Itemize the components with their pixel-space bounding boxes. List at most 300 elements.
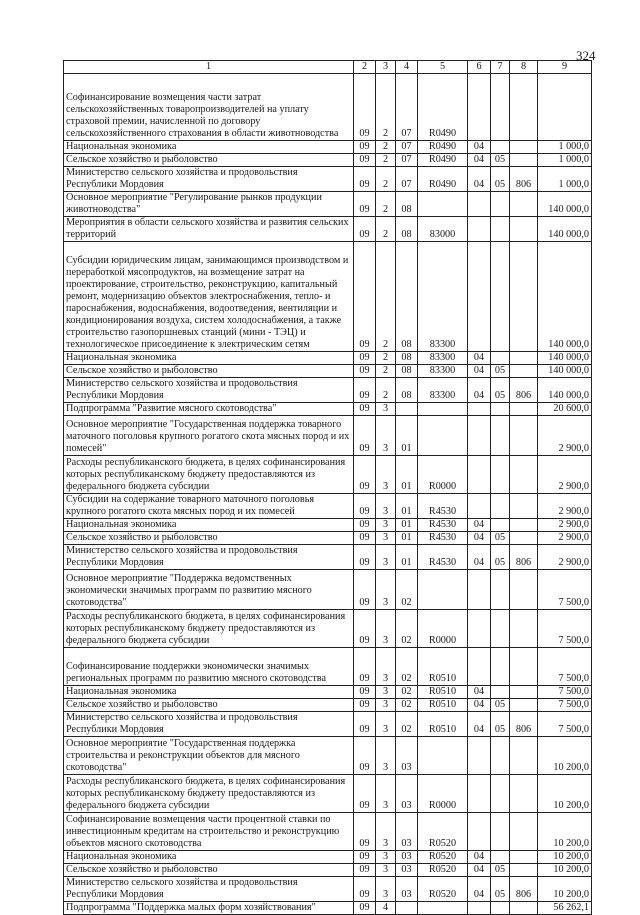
row-code-8-cell bbox=[510, 365, 538, 378]
row-amount-cell: 56 262,1 bbox=[538, 902, 592, 915]
row-code-3-cell: 3 bbox=[376, 545, 396, 570]
row-code-7-cell: 05 bbox=[491, 699, 510, 712]
row-code-4-cell: 08 bbox=[396, 217, 418, 242]
row-code-6-cell: 04 bbox=[468, 378, 491, 403]
header-cell-5: 5 bbox=[418, 61, 468, 74]
table-row bbox=[64, 167, 592, 192]
row-code-3-cell: 2 bbox=[376, 74, 396, 141]
row-code-4-cell: 07 bbox=[396, 167, 418, 192]
row-code-4-cell: 07 bbox=[396, 74, 418, 141]
table-row bbox=[64, 737, 592, 775]
table-row bbox=[64, 217, 592, 242]
row-code-5-cell: R0490 bbox=[418, 141, 468, 154]
row-amount-cell: 1 000,0 bbox=[538, 154, 592, 167]
row-code-6-cell bbox=[468, 737, 491, 775]
row-code-4-cell: 02 bbox=[396, 712, 418, 737]
row-code-3-cell: 3 bbox=[376, 775, 396, 813]
row-code-3-cell: 3 bbox=[376, 737, 396, 775]
row-code-2-cell: 09 bbox=[354, 416, 376, 456]
row-name-cell: Сельское хозяйство и рыболовство bbox=[64, 864, 354, 877]
row-amount-cell: 7 500,0 bbox=[538, 712, 592, 737]
row-code-7-cell bbox=[491, 217, 510, 242]
row-name-cell: Сельское хозяйство и рыболовство bbox=[64, 532, 354, 545]
row-amount-cell: 140 000,0 bbox=[538, 352, 592, 365]
row-code-8-cell bbox=[510, 154, 538, 167]
row-name-cell: Подпрограмма "Развитие мясного скотоводства" bbox=[64, 403, 354, 416]
row-code-5-cell: R0520 bbox=[418, 864, 468, 877]
row-code-6-cell bbox=[468, 570, 491, 610]
row-code-3-cell: 2 bbox=[376, 167, 396, 192]
row-code-5-cell: R0000 bbox=[418, 775, 468, 813]
row-code-5-cell: 83300 bbox=[418, 242, 468, 352]
row-code-8-cell bbox=[510, 864, 538, 877]
row-code-2-cell: 09 bbox=[354, 570, 376, 610]
row-name-cell: Основное мероприятие "Регулирование рынков продукции животноводства" bbox=[64, 192, 354, 217]
row-code-8-cell bbox=[510, 74, 538, 141]
row-code-3-cell: 3 bbox=[376, 877, 396, 902]
row-name-cell: Софинансирование возмещения части затрат сельскохозяйственных товаропроизводителей на уплату страховой премии, начисленной по договору сельскохозяйственного страхования в области животноводства bbox=[64, 74, 354, 141]
row-code-2-cell: 09 bbox=[354, 352, 376, 365]
row-code-5-cell: R4530 bbox=[418, 519, 468, 532]
row-amount-cell: 7 500,0 bbox=[538, 570, 592, 610]
row-amount-cell: 2 900,0 bbox=[538, 545, 592, 570]
row-name-cell: Министерство сельского хозяйства и продовольствия Республики Мордовия bbox=[64, 167, 354, 192]
row-code-2-cell: 09 bbox=[354, 519, 376, 532]
row-code-4-cell: 03 bbox=[396, 775, 418, 813]
row-code-6-cell bbox=[468, 242, 491, 352]
row-name-cell: Сельское хозяйство и рыболовство bbox=[64, 699, 354, 712]
table-row bbox=[64, 365, 592, 378]
row-code-4-cell: 08 bbox=[396, 192, 418, 217]
row-amount-cell: 20 600,0 bbox=[538, 403, 592, 416]
row-code-5-cell: R0510 bbox=[418, 712, 468, 737]
row-code-5-cell bbox=[418, 570, 468, 610]
row-code-5-cell: R0000 bbox=[418, 610, 468, 648]
row-amount-cell: 1 000,0 bbox=[538, 167, 592, 192]
row-code-3-cell: 3 bbox=[376, 864, 396, 877]
row-code-4-cell: 08 bbox=[396, 242, 418, 352]
row-name-cell: Сельское хозяйство и рыболовство bbox=[64, 154, 354, 167]
row-code-7-cell bbox=[491, 775, 510, 813]
row-name-cell: Министерство сельского хозяйства и продовольствия Республики Мордовия bbox=[64, 877, 354, 902]
row-code-2-cell: 09 bbox=[354, 141, 376, 154]
row-code-2-cell: 09 bbox=[354, 648, 376, 686]
row-code-8-cell bbox=[510, 775, 538, 813]
table-row bbox=[64, 545, 592, 570]
row-code-2-cell: 09 bbox=[354, 610, 376, 648]
row-code-2-cell: 09 bbox=[354, 154, 376, 167]
row-code-8-cell bbox=[510, 456, 538, 494]
table-row bbox=[64, 519, 592, 532]
row-amount-cell: 10 200,0 bbox=[538, 851, 592, 864]
row-code-7-cell: 05 bbox=[491, 545, 510, 570]
row-code-4-cell: 01 bbox=[396, 494, 418, 519]
table-row bbox=[64, 610, 592, 648]
row-code-6-cell: 04 bbox=[468, 167, 491, 192]
row-code-3-cell: 2 bbox=[376, 217, 396, 242]
row-amount-cell: 140 000,0 bbox=[538, 365, 592, 378]
row-code-4-cell: 01 bbox=[396, 545, 418, 570]
row-amount-cell: 140 000,0 bbox=[538, 217, 592, 242]
row-code-4-cell: 03 bbox=[396, 737, 418, 775]
row-code-7-cell: 05 bbox=[491, 365, 510, 378]
row-code-6-cell: 04 bbox=[468, 877, 491, 902]
row-code-6-cell bbox=[468, 74, 491, 141]
row-code-2-cell: 09 bbox=[354, 365, 376, 378]
row-code-4-cell: 03 bbox=[396, 851, 418, 864]
table-body bbox=[64, 74, 592, 915]
row-code-4-cell: 02 bbox=[396, 686, 418, 699]
row-code-4-cell: 01 bbox=[396, 532, 418, 545]
row-code-7-cell: 05 bbox=[491, 154, 510, 167]
row-code-2-cell: 09 bbox=[354, 712, 376, 737]
table-row bbox=[64, 532, 592, 545]
row-code-4-cell: 01 bbox=[396, 519, 418, 532]
row-code-5-cell: R0520 bbox=[418, 877, 468, 902]
row-code-8-cell bbox=[510, 141, 538, 154]
header-cell-4: 4 bbox=[396, 61, 418, 74]
row-code-2-cell: 09 bbox=[354, 877, 376, 902]
row-code-4-cell: 03 bbox=[396, 877, 418, 902]
row-code-3-cell: 3 bbox=[376, 519, 396, 532]
row-code-5-cell: R0490 bbox=[418, 74, 468, 141]
table-row bbox=[64, 851, 592, 864]
row-name-cell: Подпрограмма "Поддержка малых форм хозяйствования" bbox=[64, 902, 354, 915]
row-code-8-cell: 806 bbox=[510, 378, 538, 403]
table-row bbox=[64, 813, 592, 851]
row-code-7-cell bbox=[491, 648, 510, 686]
row-code-8-cell bbox=[510, 192, 538, 217]
row-code-3-cell: 3 bbox=[376, 494, 396, 519]
row-code-6-cell bbox=[468, 775, 491, 813]
row-code-8-cell: 806 bbox=[510, 545, 538, 570]
row-code-7-cell bbox=[491, 74, 510, 141]
row-code-8-cell bbox=[510, 532, 538, 545]
row-code-6-cell: 04 bbox=[468, 352, 491, 365]
row-code-6-cell: 04 bbox=[468, 686, 491, 699]
row-code-7-cell bbox=[491, 902, 510, 915]
row-code-6-cell: 04 bbox=[468, 699, 491, 712]
row-code-5-cell: 83300 bbox=[418, 378, 468, 403]
table-row bbox=[64, 699, 592, 712]
table-header bbox=[64, 61, 592, 74]
row-name-cell: Субсидии юридическим лицам, занимающимся производством и переработкой мясопродуктов, на возмещение затрат на проектирование, строительство, реконструкцию, капитальный ремонт, модернизацию объектов электроснабжения, тепло- и пароснабжения, водоснабжения, водоотведения, вентиляции и кондиционирования воздуха, систем холодоснабжения, а также строительство газопоршневых станций (мини - ТЭЦ) и технологическое присоединение к электрическим сетям bbox=[64, 242, 354, 352]
row-code-2-cell: 09 bbox=[354, 775, 376, 813]
row-amount-cell: 7 500,0 bbox=[538, 686, 592, 699]
table-row bbox=[64, 775, 592, 813]
row-code-3-cell: 2 bbox=[376, 154, 396, 167]
row-name-cell: Расходы республиканского бюджета, в целях софинансирования которых республиканскому бюджету предоставляются из федерального бюджета субсидии bbox=[64, 775, 354, 813]
row-code-5-cell bbox=[418, 902, 468, 915]
row-amount-cell: 10 200,0 bbox=[538, 813, 592, 851]
row-name-cell: Министерство сельского хозяйства и продовольствия Республики Мордовия bbox=[64, 545, 354, 570]
row-amount-cell: 140 000,0 bbox=[538, 378, 592, 403]
row-code-3-cell: 3 bbox=[376, 851, 396, 864]
row-code-4-cell: 02 bbox=[396, 570, 418, 610]
table-row bbox=[64, 712, 592, 737]
row-name-cell: Национальная экономика bbox=[64, 686, 354, 699]
row-code-5-cell: R4530 bbox=[418, 545, 468, 570]
table-row bbox=[64, 378, 592, 403]
row-code-6-cell: 04 bbox=[468, 851, 491, 864]
row-code-4-cell: 03 bbox=[396, 864, 418, 877]
row-code-4-cell: 02 bbox=[396, 699, 418, 712]
row-code-7-cell bbox=[491, 242, 510, 352]
row-code-3-cell: 2 bbox=[376, 365, 396, 378]
row-code-2-cell: 09 bbox=[354, 851, 376, 864]
row-code-3-cell: 3 bbox=[376, 686, 396, 699]
table-row bbox=[64, 902, 592, 915]
row-amount-cell: 10 200,0 bbox=[538, 864, 592, 877]
row-code-6-cell bbox=[468, 456, 491, 494]
row-code-5-cell: R0520 bbox=[418, 813, 468, 851]
row-amount-cell: 7 500,0 bbox=[538, 699, 592, 712]
row-code-4-cell bbox=[396, 403, 418, 416]
row-code-3-cell: 4 bbox=[376, 902, 396, 915]
row-code-7-cell bbox=[491, 813, 510, 851]
row-code-5-cell: R0510 bbox=[418, 648, 468, 686]
row-code-5-cell bbox=[418, 416, 468, 456]
row-code-8-cell bbox=[510, 902, 538, 915]
row-amount-cell: 2 900,0 bbox=[538, 494, 592, 519]
row-amount-cell: 2 900,0 bbox=[538, 532, 592, 545]
row-code-6-cell bbox=[468, 902, 491, 915]
row-amount-cell: 1 000,0 bbox=[538, 141, 592, 154]
row-code-2-cell: 09 bbox=[354, 864, 376, 877]
page-number: 324 bbox=[576, 48, 596, 63]
row-name-cell: Основное мероприятие "Государственная поддержка строительства и реконструкции объектов для мясного скотоводства" bbox=[64, 737, 354, 775]
row-code-8-cell bbox=[510, 648, 538, 686]
row-code-7-cell bbox=[491, 403, 510, 416]
table-row bbox=[64, 877, 592, 902]
row-code-3-cell: 2 bbox=[376, 352, 396, 365]
row-code-3-cell: 3 bbox=[376, 532, 396, 545]
row-code-3-cell: 2 bbox=[376, 141, 396, 154]
row-code-7-cell bbox=[491, 686, 510, 699]
row-amount-cell: 7 500,0 bbox=[538, 610, 592, 648]
row-amount-cell: 10 200,0 bbox=[538, 877, 592, 902]
row-code-8-cell bbox=[510, 352, 538, 365]
row-code-8-cell: 806 bbox=[510, 167, 538, 192]
row-code-6-cell: 04 bbox=[468, 545, 491, 570]
row-code-3-cell: 2 bbox=[376, 192, 396, 217]
row-code-2-cell: 09 bbox=[354, 813, 376, 851]
row-code-2-cell: 09 bbox=[354, 74, 376, 141]
row-code-7-cell bbox=[491, 570, 510, 610]
table-row bbox=[64, 416, 592, 456]
row-code-2-cell: 09 bbox=[354, 494, 376, 519]
row-code-5-cell: 83300 bbox=[418, 365, 468, 378]
row-name-cell: Расходы республиканского бюджета, в целях софинансирования которых республиканскому бюджету предоставляются из федерального бюджета субсидии bbox=[64, 456, 354, 494]
row-code-8-cell bbox=[510, 699, 538, 712]
table-row bbox=[64, 141, 592, 154]
row-code-8-cell: 806 bbox=[510, 712, 538, 737]
row-code-7-cell bbox=[491, 610, 510, 648]
table-row bbox=[64, 864, 592, 877]
table-row bbox=[64, 403, 592, 416]
row-code-4-cell: 01 bbox=[396, 416, 418, 456]
row-code-6-cell: 04 bbox=[468, 864, 491, 877]
table-row bbox=[64, 686, 592, 699]
row-code-7-cell bbox=[491, 352, 510, 365]
row-code-8-cell bbox=[510, 519, 538, 532]
row-code-5-cell: R4530 bbox=[418, 532, 468, 545]
row-code-8-cell bbox=[510, 570, 538, 610]
row-code-4-cell: 08 bbox=[396, 378, 418, 403]
row-name-cell: Мероприятия в области сельского хозяйства и развития сельских территорий bbox=[64, 217, 354, 242]
row-name-cell: Сельское хозяйство и рыболовство bbox=[64, 365, 354, 378]
row-code-3-cell: 3 bbox=[376, 456, 396, 494]
table-row bbox=[64, 570, 592, 610]
row-code-5-cell: R4530 bbox=[418, 494, 468, 519]
row-code-7-cell: 05 bbox=[491, 378, 510, 403]
row-code-7-cell: 05 bbox=[491, 532, 510, 545]
row-code-8-cell bbox=[510, 217, 538, 242]
row-code-6-cell bbox=[468, 217, 491, 242]
row-code-3-cell: 3 bbox=[376, 416, 396, 456]
row-name-cell: Софинансирование поддержки экономически значимых региональных программ по развитию мясного скотоводства bbox=[64, 648, 354, 686]
row-name-cell: Основное мероприятие "Поддержка ведомственных экономически значимых программ по развитию мясного скотоводства" bbox=[64, 570, 354, 610]
row-code-5-cell bbox=[418, 737, 468, 775]
row-amount-cell: 2 900,0 bbox=[538, 519, 592, 532]
row-code-7-cell bbox=[491, 494, 510, 519]
row-name-cell: Министерство сельского хозяйства и продовольствия Республики Мордовия bbox=[64, 712, 354, 737]
table-row bbox=[64, 648, 592, 686]
row-code-2-cell: 09 bbox=[354, 699, 376, 712]
header-cell-1: 1 bbox=[64, 61, 354, 74]
table-row bbox=[64, 456, 592, 494]
row-name-cell: Национальная экономика bbox=[64, 851, 354, 864]
row-amount-cell: 10 200,0 bbox=[538, 775, 592, 813]
table-row bbox=[64, 154, 592, 167]
row-name-cell: Министерство сельского хозяйства и продовольствия Республики Мордовия bbox=[64, 378, 354, 403]
row-code-8-cell bbox=[510, 494, 538, 519]
row-code-3-cell: 3 bbox=[376, 813, 396, 851]
header-cell-9: 9 bbox=[538, 61, 592, 74]
budget-table bbox=[63, 60, 592, 915]
row-code-5-cell: R0490 bbox=[418, 167, 468, 192]
row-code-3-cell: 3 bbox=[376, 570, 396, 610]
row-code-3-cell: 2 bbox=[376, 378, 396, 403]
row-code-3-cell: 3 bbox=[376, 648, 396, 686]
row-code-2-cell: 09 bbox=[354, 378, 376, 403]
header-row bbox=[64, 61, 592, 74]
row-code-6-cell: 04 bbox=[468, 519, 491, 532]
row-code-4-cell: 01 bbox=[396, 456, 418, 494]
row-amount-cell bbox=[538, 74, 592, 141]
row-code-4-cell: 02 bbox=[396, 610, 418, 648]
row-code-6-cell: 04 bbox=[468, 365, 491, 378]
row-code-8-cell bbox=[510, 403, 538, 416]
row-amount-cell: 7 500,0 bbox=[538, 648, 592, 686]
row-code-5-cell: R0510 bbox=[418, 686, 468, 699]
row-code-8-cell bbox=[510, 737, 538, 775]
row-code-7-cell: 05 bbox=[491, 864, 510, 877]
row-code-8-cell bbox=[510, 416, 538, 456]
row-code-4-cell: 03 bbox=[396, 813, 418, 851]
row-code-7-cell bbox=[491, 192, 510, 217]
row-code-6-cell bbox=[468, 494, 491, 519]
row-code-6-cell: 04 bbox=[468, 154, 491, 167]
table-row bbox=[64, 494, 592, 519]
row-code-4-cell: 02 bbox=[396, 648, 418, 686]
row-code-6-cell bbox=[468, 403, 491, 416]
row-name-cell: Национальная экономика bbox=[64, 141, 354, 154]
header-cell-7: 7 bbox=[491, 61, 510, 74]
row-code-7-cell: 05 bbox=[491, 167, 510, 192]
row-code-7-cell bbox=[491, 456, 510, 494]
row-code-2-cell: 09 bbox=[354, 545, 376, 570]
row-amount-cell: 2 900,0 bbox=[538, 456, 592, 494]
row-code-6-cell bbox=[468, 813, 491, 851]
row-code-3-cell: 3 bbox=[376, 712, 396, 737]
row-name-cell: Субсидии на содержание товарного маточного поголовья крупного рогатого скота мясных пород и их помесей bbox=[64, 494, 354, 519]
row-name-cell: Национальная экономика bbox=[64, 519, 354, 532]
row-code-2-cell: 09 bbox=[354, 217, 376, 242]
row-code-3-cell: 3 bbox=[376, 699, 396, 712]
row-name-cell: Расходы республиканского бюджета, в целях софинансирования которых республиканскому бюджету предоставляются из федерального бюджета субсидии bbox=[64, 610, 354, 648]
row-code-4-cell: 08 bbox=[396, 352, 418, 365]
header-cell-2: 2 bbox=[354, 61, 376, 74]
row-code-2-cell: 09 bbox=[354, 192, 376, 217]
row-code-2-cell: 09 bbox=[354, 242, 376, 352]
row-code-3-cell: 2 bbox=[376, 242, 396, 352]
row-name-cell: Софинансирование возмещения части процентной ставки по инвестиционным кредитам на строительство и реконструкцию объектов мясного скотоводства bbox=[64, 813, 354, 851]
table-row bbox=[64, 74, 592, 141]
row-code-5-cell bbox=[418, 403, 468, 416]
row-amount-cell: 140 000,0 bbox=[538, 192, 592, 217]
row-code-5-cell: R0000 bbox=[418, 456, 468, 494]
row-code-2-cell: 09 bbox=[354, 532, 376, 545]
row-code-5-cell: R0490 bbox=[418, 154, 468, 167]
table-row bbox=[64, 242, 592, 352]
row-code-2-cell: 09 bbox=[354, 403, 376, 416]
row-code-6-cell bbox=[468, 416, 491, 456]
row-code-2-cell: 09 bbox=[354, 737, 376, 775]
header-cell-3: 3 bbox=[376, 61, 396, 74]
row-code-7-cell bbox=[491, 416, 510, 456]
row-code-2-cell: 09 bbox=[354, 902, 376, 915]
row-amount-cell: 2 900,0 bbox=[538, 416, 592, 456]
row-code-4-cell: 07 bbox=[396, 141, 418, 154]
row-code-6-cell: 04 bbox=[468, 712, 491, 737]
row-amount-cell: 140 000,0 bbox=[538, 242, 592, 352]
row-code-8-cell bbox=[510, 242, 538, 352]
row-code-2-cell: 09 bbox=[354, 167, 376, 192]
row-code-7-cell: 05 bbox=[491, 712, 510, 737]
row-code-8-cell bbox=[510, 686, 538, 699]
row-code-5-cell bbox=[418, 192, 468, 217]
row-name-cell: Основное мероприятие "Государственная поддержка товарного маточного поголовья крупного рогатого скота мясных пород и их помесей" bbox=[64, 416, 354, 456]
row-code-7-cell bbox=[491, 737, 510, 775]
header-cell-6: 6 bbox=[468, 61, 491, 74]
row-code-4-cell: 08 bbox=[396, 365, 418, 378]
row-code-8-cell bbox=[510, 813, 538, 851]
table-row bbox=[64, 192, 592, 217]
row-code-6-cell: 04 bbox=[468, 141, 491, 154]
row-code-4-cell bbox=[396, 902, 418, 915]
row-code-6-cell bbox=[468, 610, 491, 648]
row-code-7-cell bbox=[491, 141, 510, 154]
row-name-cell: Национальная экономика bbox=[64, 352, 354, 365]
row-code-3-cell: 3 bbox=[376, 610, 396, 648]
row-code-8-cell: 806 bbox=[510, 877, 538, 902]
row-amount-cell: 10 200,0 bbox=[538, 737, 592, 775]
row-code-8-cell bbox=[510, 851, 538, 864]
row-code-6-cell bbox=[468, 192, 491, 217]
row-code-6-cell: 04 bbox=[468, 532, 491, 545]
row-code-8-cell bbox=[510, 610, 538, 648]
